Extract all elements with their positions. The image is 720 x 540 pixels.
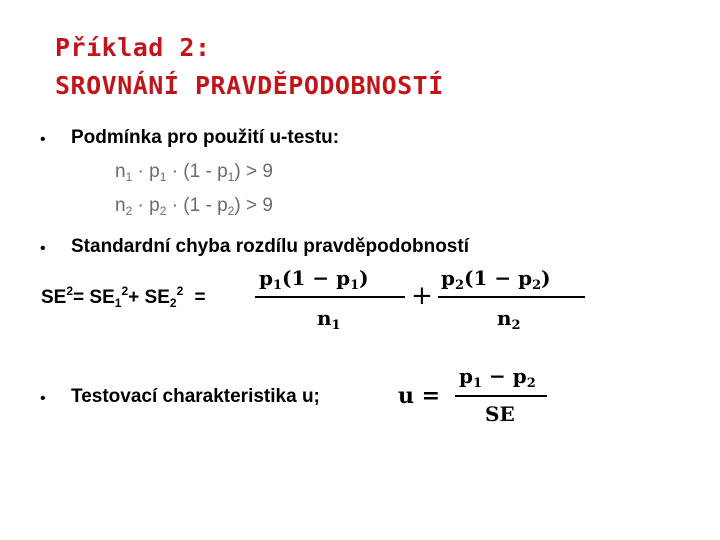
title-line-2: SROVNÁNÍ PRAVDĚPODOBNOSTÍ <box>55 71 444 100</box>
u-formula-lhs: u = <box>398 383 441 409</box>
se-numerator-2: $p_2(1 - p_2)$ <box>441 266 551 293</box>
u-numerator: $p_1 - p_2$ <box>459 364 536 391</box>
condition-1: $n_1 \cdot p_1 \cdot (1 - p_1) > 9$ <box>115 161 273 184</box>
se-formula-lhs: $SE^2= SE_1^2+ SE_2^2$ = <box>41 284 206 310</box>
se-denominator-1: $n_1$ <box>317 306 341 333</box>
bullet-u-text: Testovací charakteristika u; <box>71 386 320 407</box>
fraction-line-1 <box>255 296 405 298</box>
se-numerator-1: $p_1(1 - p_1)$ <box>259 266 369 293</box>
bullet-se-text: Standardní chyba rozdílu pravděpodobností <box>71 236 469 257</box>
bullet-condition-text: Podmínka pro použití u-testu: <box>71 127 340 148</box>
condition-2: $n_2 \cdot p_2 \cdot (1 - p_2) > 9$ <box>115 195 273 218</box>
bullet-marker: • <box>40 131 46 148</box>
fraction-line-2 <box>438 296 585 298</box>
bullet-marker: • <box>40 390 46 407</box>
title-line-1: Příklad 2: <box>55 33 211 62</box>
plus-operator: + <box>411 281 433 311</box>
bullet-marker: • <box>40 240 46 257</box>
fraction-line-u <box>455 395 547 397</box>
u-denominator: SE <box>485 402 515 426</box>
se-denominator-2: $n_2$ <box>497 306 521 333</box>
